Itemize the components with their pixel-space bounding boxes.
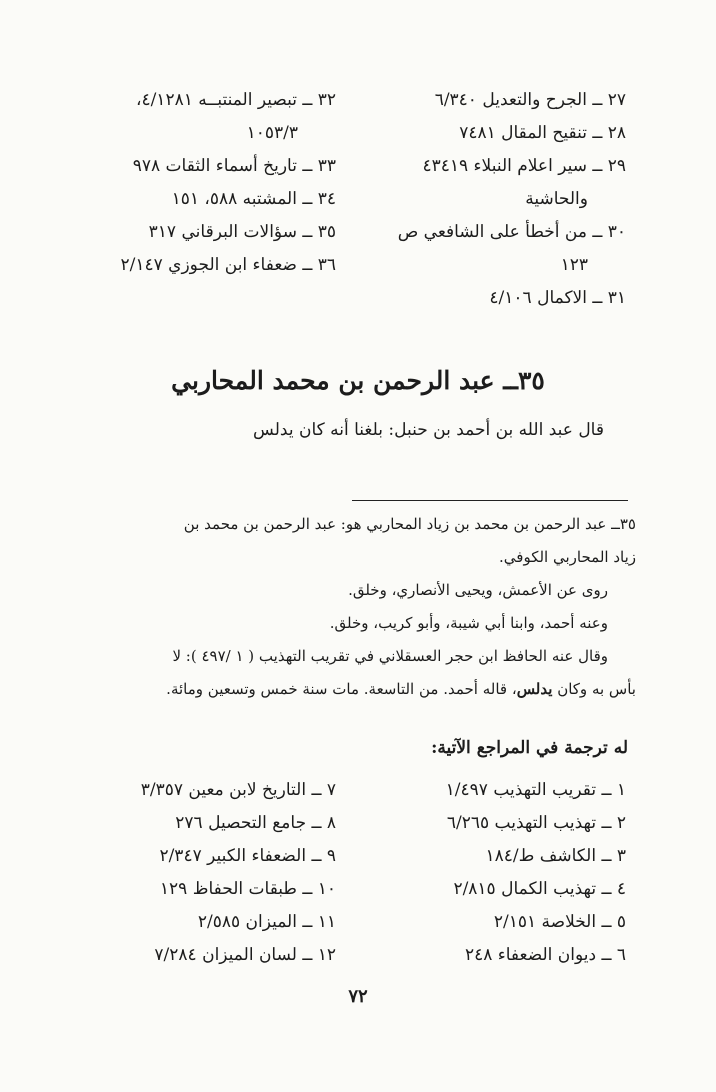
reference-item: ١ ــ تقريب التهذيب ١/٤٩٧ (445, 780, 626, 800)
reference-item: ٢٩ ــ سير اعلام النبلاء ٤٣٤١٩ (422, 156, 626, 176)
top-references-left-column (36, 84, 336, 282)
footnote-line: وقال عنه الحافظ ابن حجر العسقلاني في تقريب التهذيب ( ١ /٤٩٧ ): لا (172, 647, 608, 665)
reference-item: ٥ ــ الخلاصة ٢/١٥١ (493, 912, 626, 932)
footnote-line: ٣٥ــ عبد الرحمن بن محمد بن زياد المحاربي هو: عبد الرحمن بن محمد بن (183, 515, 636, 533)
reference-item: ٣٤ ــ المشتبه ٥٨٨، ١٥١ (171, 189, 336, 209)
reference-item: ٢٨ ــ تنقيح المقال ٧٤٨١ (459, 123, 626, 143)
footnote-bold-word: يدلس (516, 680, 553, 698)
footnote-line: زياد المحاربي الكوفي. (499, 548, 636, 566)
references-heading: له ترجمة في المراجع الآتية: (431, 738, 628, 758)
page-number: ٧٢ (348, 986, 368, 1007)
reference-item: ٣٥ ــ سؤالات البرقاني ٣١٧ (148, 222, 336, 242)
entry-quote: قال عبد الله بن أحمد بن حنبل: بلغنا أنه كان يدلس (253, 420, 604, 440)
reference-item: ٣٠ ــ من أخطأ على الشافعي ص (397, 222, 626, 242)
top-references-right-column (336, 84, 626, 315)
reference-item: ٣ ــ الكاشف ط/١٨٤ (485, 846, 626, 866)
reference-item: ١١ ــ الميزان ٢/٥٨٥ (197, 912, 336, 932)
footnote (76, 508, 636, 706)
bottom-references-right-column (336, 774, 626, 972)
reference-item: ٤ ــ تهذيب الكمال ٢/٨١٥ (453, 879, 626, 899)
reference-item: ٩ ــ الضعفاء الكبير ٢/٣٤٧ (159, 846, 336, 866)
entry-title: ٣٥ــ عبد الرحمن بن محمد المحاربي (171, 366, 545, 395)
footnote-text: بأس به وكان (552, 680, 636, 698)
footnote-line (76, 673, 636, 706)
reference-item: ٣٦ ــ ضعفاء ابن الجوزي ٢/١٤٧ (120, 255, 336, 275)
reference-item: ٣٢ ــ تبصير المنتبــه ٤/١٢٨١، (135, 90, 336, 110)
reference-item: ٢٧ ــ الجرح والتعديل ٦/٣٤٠ (434, 90, 626, 110)
reference-item: ٢ ــ تهذيب التهذيب ٦/٢٦٥ (446, 813, 626, 833)
reference-item: ٣٣ ــ تاريخ أسماء الثقات ٩٧٨ (132, 156, 336, 176)
reference-item: ٣١ ــ الاكمال ٤/١٠٦ (489, 288, 626, 308)
reference-item: ٦ ــ ديوان الضعفاء ٢٤٨ (464, 945, 626, 965)
bottom-references-left-column (36, 774, 336, 972)
reference-item-continuation: والحاشية (525, 189, 588, 209)
reference-item-continuation: ١٠٥٣/٣ (246, 123, 298, 143)
footnote-text: ، قاله أحمد. من التاسعة. مات سنة خمس وتسعين ومائة. (166, 680, 517, 698)
reference-item-continuation: ١٢٣ (560, 255, 588, 275)
footnote-line: روى عن الأعمش، ويحيى الأنصاري، وخلق. (348, 581, 608, 599)
footnote-divider (352, 500, 628, 501)
footnote-line: وعنه أحمد، وابنا أبي شيبة، وأبو كريب، وخلق. (329, 614, 608, 632)
reference-item: ١٠ ــ طبقات الحفاظ ١٢٩ (159, 879, 336, 899)
reference-item: ٨ ــ جامع التحصيل ٢٧٦ (175, 813, 336, 833)
reference-item: ١٢ ــ لسان الميزان ٧/٢٨٤ (154, 945, 336, 965)
reference-item: ٧ ــ التاريخ لابن معين ٣/٣٥٧ (140, 780, 336, 800)
